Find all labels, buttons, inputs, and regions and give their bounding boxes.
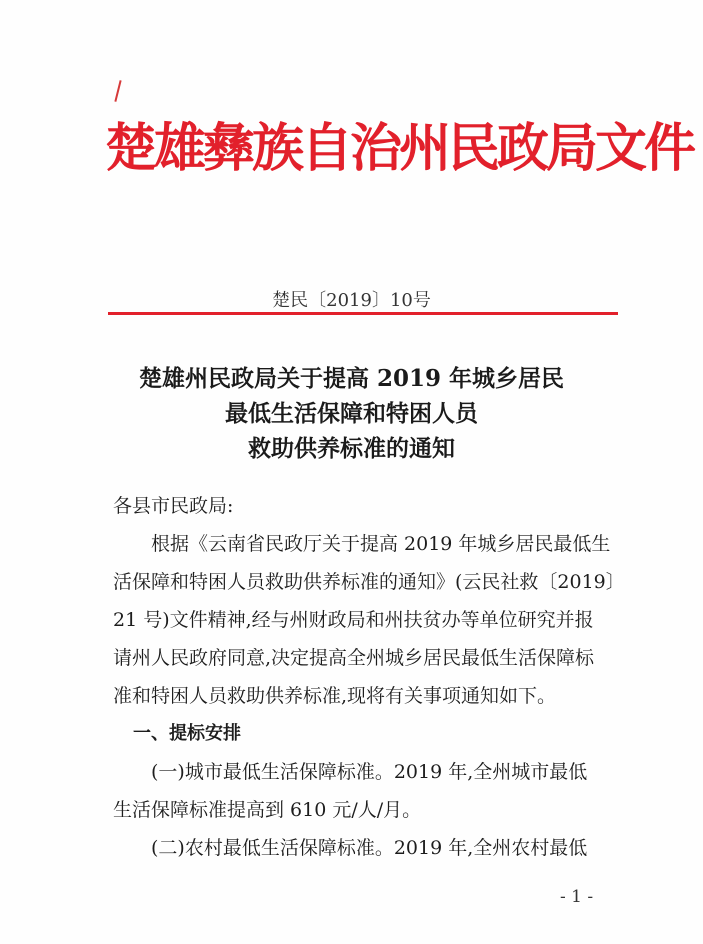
paragraph-line: 21 号)文件精神,经与州财政局和州扶贫办等单位研究并报: [113, 609, 594, 631]
item-rural-standard: [113, 829, 613, 867]
document-body: [113, 487, 625, 867]
paragraph-line: (二)农村最低生活保障标准。2019 年,全州农村最低: [151, 837, 588, 859]
document-number: 楚民〔2019〕10号: [272, 290, 431, 311]
paragraph-line: 生活保障标准提高到 610 元/人/月。: [113, 799, 422, 821]
title-line-2: 最低生活保障和特困人员: [225, 400, 478, 427]
paragraph-line: 准和特困人员救助供养标准,现将有关事项通知如下。: [113, 685, 557, 707]
page-number: - 1 -: [560, 887, 594, 907]
issuer-masthead: 楚雄彝族自治州民政局文件: [105, 118, 694, 179]
paragraph-line: 请州人民政府同意,决定提高全州城乡居民最低生活保障标: [113, 647, 595, 669]
document-title: [0, 361, 703, 466]
red-divider-line: [108, 312, 618, 315]
paragraph-line: 根据《云南省民政厅关于提高 2019 年城乡居民最低生: [151, 533, 611, 555]
title-line-3: 救助供养标准的通知: [248, 435, 455, 462]
salutation: 各县市民政局:: [113, 495, 234, 517]
item-urban-standard: [113, 753, 613, 829]
title-line-1: 楚雄州民政局关于提高 2019 年城乡居民: [138, 365, 565, 392]
red-pen-mark: [114, 80, 121, 102]
section-heading: 一、提标安排: [133, 723, 241, 744]
paragraph-line: (一)城市最低生活保障标准。2019 年,全州城市最低: [151, 761, 588, 783]
paragraph-intro: [113, 525, 625, 715]
paragraph-line: 活保障和特困人员救助供养标准的通知》(云民社救〔2019〕: [113, 571, 625, 593]
